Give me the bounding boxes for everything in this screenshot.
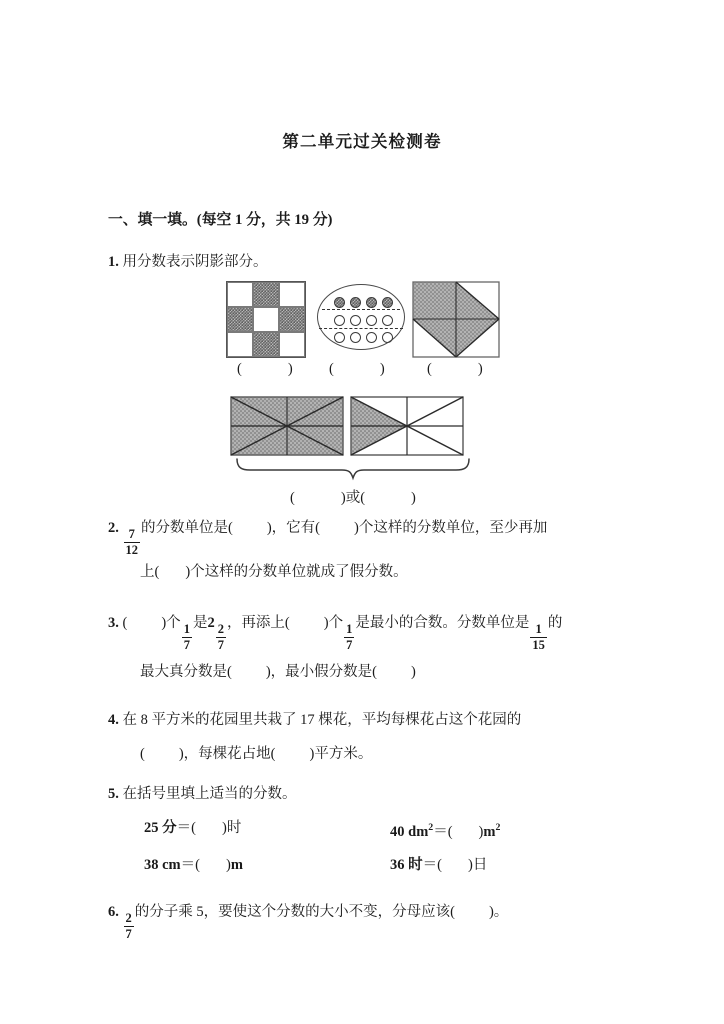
grid-cell: [253, 307, 279, 332]
paren-close: ): [478, 823, 484, 840]
answer-blank-pair[interactable]: [290, 486, 416, 507]
paren-open: (: [140, 746, 145, 762]
section-heading-note: (每空 1 分，共 19 分): [196, 212, 333, 228]
circle: [366, 315, 377, 326]
grid-cell-shaded: [253, 332, 279, 357]
pair-joiner: 或: [345, 490, 361, 506]
rect-all-shaded-svg: [230, 396, 344, 456]
paren-open: (: [290, 490, 295, 506]
circle: [366, 332, 377, 343]
fraction-denominator: 12: [125, 542, 138, 557]
paren-open: (: [427, 361, 432, 377]
question-6-text-2: )。: [488, 904, 509, 920]
conversion-value: 25: [144, 820, 159, 836]
conversion-value: 38: [144, 857, 159, 873]
question-2-text-4: 上(: [140, 564, 160, 580]
conversion-unit-left: 分: [162, 820, 177, 836]
grid-cell-shaded: [253, 282, 279, 307]
question-2-number: 2.: [108, 520, 119, 536]
fraction-numerator: 2: [125, 911, 132, 925]
paren-open: (: [437, 857, 442, 873]
question-5-text: 在括号里填上适当的分数。: [122, 786, 297, 802]
paren-open: (: [237, 361, 242, 377]
rect-two-shaded-svg: [350, 396, 464, 456]
conversion-item-4[interactable]: [390, 855, 487, 875]
paren-close: ): [221, 820, 227, 836]
question-1-number: 1.: [108, 254, 119, 270]
conversion-unit-left-sup: 2: [428, 822, 434, 833]
mixed-number-whole: 2: [207, 615, 215, 631]
circle: [350, 315, 361, 326]
circle: [382, 315, 393, 326]
paren-close: ): [379, 361, 385, 377]
conversion-unit-right: 时: [226, 820, 242, 836]
question-3-text-1: )个: [161, 615, 181, 631]
conversion-item-3[interactable]: [144, 855, 243, 875]
question-4-text-2: )，每棵花占地(: [178, 746, 276, 762]
question-6-text-1: 的分子乘 5，要使这个分数的大小不变，分母应该(: [134, 904, 455, 920]
question-3-text-8: )，最小假分数是(: [265, 664, 377, 680]
conversion-value: 36: [390, 857, 405, 873]
paren-close: ): [340, 490, 346, 506]
circle-shaded: [350, 297, 361, 308]
question-2-text-2: )，它有(: [266, 520, 320, 536]
question-3-number: 3.: [108, 615, 119, 631]
paren-open: (: [191, 820, 196, 836]
paren-open: (: [360, 490, 366, 506]
ellipse-divider-top: [322, 309, 400, 310]
grid-cell: [279, 282, 305, 307]
page-title: 第二单元过关检测卷: [282, 133, 442, 151]
answer-blank-ellipse[interactable]: [329, 361, 385, 378]
conversion-value: 40: [390, 823, 405, 840]
figure-rect-two-shaded: [350, 396, 464, 456]
grid-container: [226, 281, 306, 358]
answer-blank-rect[interactable]: [427, 361, 483, 378]
fraction-1-over-7-a: [182, 623, 192, 651]
question-2-line-2: [140, 562, 408, 582]
question-4-line-1: [108, 710, 521, 730]
question-3-text-3: ，再添上(: [226, 615, 290, 631]
fraction-denominator: 7: [346, 637, 353, 652]
paren-open: (: [447, 823, 453, 840]
grid-cell-shaded: [227, 307, 253, 332]
question-4-line-2: [140, 744, 372, 764]
question-4-number: 4.: [108, 712, 119, 728]
figure-ellipse-circles: [317, 284, 405, 350]
grid-cell: [279, 332, 305, 357]
paren-open: (: [195, 857, 200, 873]
fraction-1-over-7-b: [344, 623, 354, 651]
section-heading: [108, 210, 332, 230]
fraction-2-over-7: [124, 912, 134, 940]
circle: [334, 315, 345, 326]
question-3-line-1: [108, 613, 562, 651]
equals-sign: ＝: [180, 857, 196, 873]
question-6-number: 6.: [108, 904, 119, 920]
ellipse-divider-bottom: [319, 328, 403, 329]
question-6: [108, 902, 508, 940]
conversion-unit-left: 时: [408, 857, 423, 873]
paren-close: ): [225, 857, 231, 873]
rect-diagonals-svg: [412, 281, 500, 358]
circle-shaded: [334, 297, 345, 308]
question-3-text-6: 的: [547, 615, 563, 631]
figure-3x3-grid: [226, 281, 306, 358]
fraction-denominator: 15: [532, 637, 545, 652]
fraction-denominator: 7: [217, 637, 224, 652]
equals-sign: ＝: [422, 857, 438, 873]
conversion-unit-right: m: [483, 823, 496, 840]
fraction-numerator: 1: [346, 622, 353, 636]
conversion-item-1[interactable]: [144, 818, 241, 838]
paren-open: (: [329, 361, 334, 377]
conversion-unit-right: 日: [472, 857, 488, 873]
conversion-unit-right-sup: 2: [495, 822, 501, 833]
equals-sign: ＝: [176, 820, 192, 836]
circle-shaded: [366, 297, 377, 308]
conversion-unit-left: dm: [408, 823, 429, 840]
grid-cell: [227, 332, 253, 357]
question-5: [108, 784, 297, 804]
figure-pair-brace: [234, 458, 472, 480]
circle: [382, 332, 393, 343]
paren-open: (: [122, 615, 128, 631]
question-3-text-2: 是: [192, 615, 208, 631]
fraction-numerator: 7: [128, 527, 135, 541]
mixed-number-fraction: [216, 623, 226, 651]
grid-cell-shaded: [279, 307, 305, 332]
question-2-line-1: [108, 518, 547, 556]
paren-close: ): [411, 490, 416, 506]
conversion-unit-left: cm: [162, 857, 181, 873]
question-2-text-1: 的分数单位是(: [141, 520, 233, 536]
question-3-text-7: 最大真分数是(: [140, 664, 232, 680]
answer-blank-grid[interactable]: [237, 361, 293, 378]
grid-cell: [227, 282, 253, 307]
figure-rect-all-shaded: [230, 396, 344, 456]
conversion-unit-right: m: [230, 857, 243, 873]
question-2-text-3: )个这样的分数单位，至少再加: [354, 520, 548, 536]
conversion-item-2[interactable]: [390, 818, 500, 842]
circle: [350, 332, 361, 343]
paren-close: ): [287, 361, 293, 377]
circle-shaded: [382, 297, 393, 308]
figure-rect-diagonals: [412, 281, 500, 358]
question-1-text: 用分数表示阴影部分。: [122, 254, 268, 270]
question-1: [108, 252, 268, 272]
question-3-text-5: 是最小的合数。分数单位是: [355, 615, 530, 631]
question-3-text-9: ): [411, 664, 416, 680]
circle: [334, 332, 345, 343]
fraction-denominator: 7: [183, 637, 190, 652]
curly-brace-icon: [234, 458, 472, 480]
section-heading-label: 一、填一填。: [108, 212, 197, 228]
question-4-text-1: 在 8 平方米的花园里共栽了 17 棵花，平均每棵花占这个花园的: [122, 712, 522, 728]
fraction-7-over-12: [124, 528, 141, 556]
question-4-text-3: )平方米。: [309, 746, 373, 762]
fraction-1-over-15: [530, 623, 547, 651]
fraction-numerator: 2: [217, 622, 224, 636]
fraction-denominator: 7: [125, 926, 132, 941]
paren-close: ): [467, 857, 473, 873]
question-3-line-2: [140, 662, 416, 682]
question-5-number: 5.: [108, 786, 119, 802]
question-2-text-5: )个这样的分数单位就成了假分数。: [185, 564, 408, 580]
fraction-numerator: 1: [535, 622, 542, 636]
fraction-numerator: 1: [183, 622, 190, 636]
equals-sign: ＝: [433, 823, 448, 840]
question-3-text-4: )个: [323, 615, 344, 631]
paren-close: ): [477, 361, 483, 377]
